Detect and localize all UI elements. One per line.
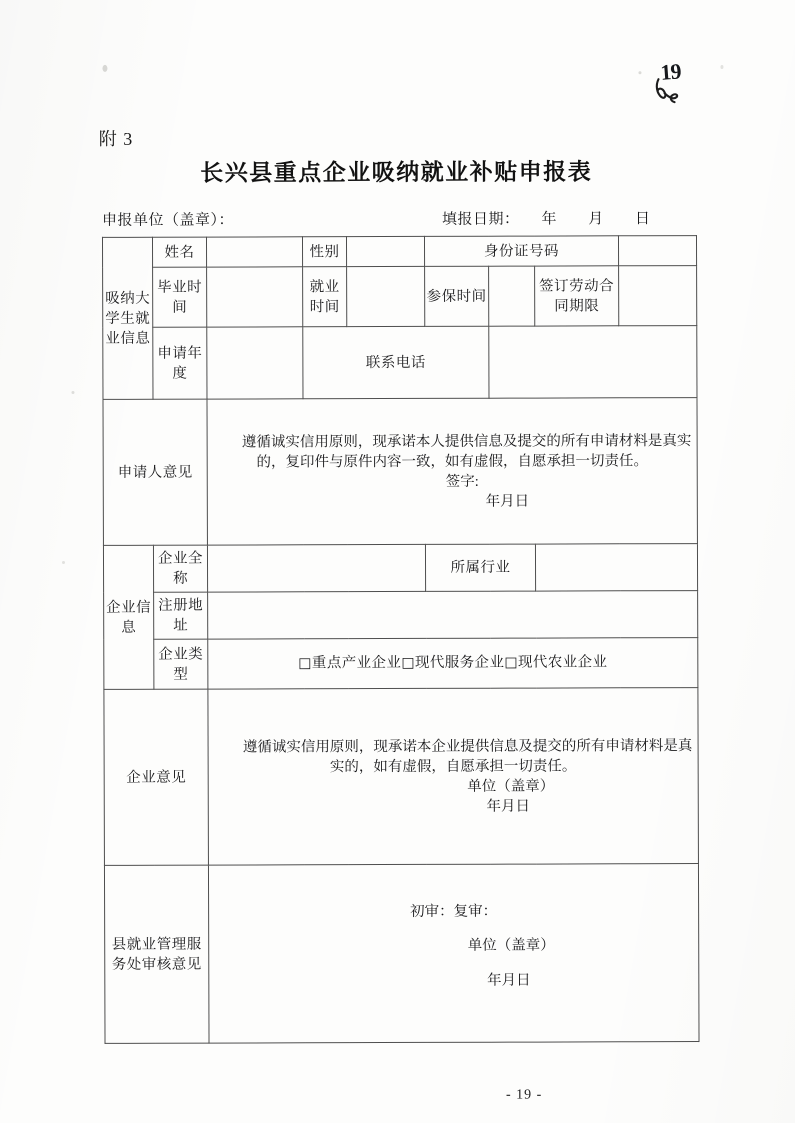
scan-speck [638,71,641,74]
county-review-content[interactable] [208,864,699,1044]
label-graduation-time: 毕业时间 [153,268,207,328]
county-review-date-label: 年月日 [487,972,531,989]
table-row-county-review [104,864,699,1044]
input-register-address[interactable] [208,591,698,640]
applicant-date-label: 年月日 [485,493,530,510]
section-header-enterprise-info: 企业信息 [103,545,153,689]
input-enterprise-full-name[interactable] [207,544,425,592]
table-row-enterprise-2 [104,591,698,640]
input-graduation-time[interactable] [207,267,303,327]
table-row-enterprise-1 [103,544,697,593]
table-row-enterprise-3 [104,638,698,690]
input-contact-phone[interactable] [489,326,697,399]
checkbox-icon[interactable]: □ [401,655,415,672]
enterprise-type-options [208,638,698,690]
label-insurance-time: 参保时间 [425,267,489,327]
table-row-applicant-opinion [103,398,697,546]
applicant-opinion-content[interactable] [207,398,697,546]
fill-date-ymd: 年 月 日 [541,211,664,228]
fill-date-label: 填报日期： [441,211,520,228]
declaring-unit-label: 申报单位（盖章）： [101,212,234,229]
label-id-number: 身份证号码 [424,236,618,267]
checkbox-option-2[interactable] [504,655,607,671]
section-header-applicant-opinion: 申请人意见 [103,399,207,545]
table-row-enterprise-opinion [104,688,699,866]
applicant-opinion-text: 遵循诚实信用原则，现承诺本人提供信息及提交的所有申请材料是真实的，复印件与原件内容一致，如有虚假，自愿承担一切责任。 [241,432,692,470]
label-apply-year: 申请年度 [153,327,207,399]
enterprise-opinion-content[interactable] [208,688,699,866]
input-contract-term[interactable] [619,266,697,326]
checkbox-label-0: 重点产业企业 [311,655,402,672]
application-form-table [102,235,700,1044]
input-id-number[interactable] [618,236,696,267]
enterprise-stamp-label: 单位（盖章） [467,778,555,795]
handwritten-page-number: 19 [659,58,682,85]
label-enterprise-type: 企业类型 [154,639,208,689]
checkbox-option-0[interactable] [298,655,401,671]
input-gender[interactable] [346,236,424,267]
label-contract-term: 签订劳动合同期限 [535,266,619,326]
scan-speck [62,561,65,564]
scan-speck [102,65,107,72]
label-employment-time: 就业时间 [303,267,347,327]
county-review-stamp-label: 单位（盖章） [467,937,555,954]
pen-scribble-icon [652,75,686,109]
scan-speck [720,65,723,69]
table-row-graduate-3 [103,326,697,400]
enterprise-opinion-text: 遵循诚实信用原则，现承诺本企业提供信息及提交的所有申请材料是真实的，如有虚假，自愿承担一切责任。 [242,737,693,775]
section-header-graduate-info: 吸纳大学生就业信息 [102,237,153,399]
checkbox-option-1[interactable] [401,655,504,671]
form-meta-row [102,207,698,231]
section-header-enterprise-opinion: 企业意见 [104,689,209,865]
fill-date-field [442,207,664,229]
input-insurance-time[interactable] [489,267,535,327]
applicant-signature-label: 签字: [445,473,479,490]
label-contact-phone: 联系电话 [303,326,489,399]
scan-speck [71,391,74,394]
input-employment-time[interactable] [347,267,425,327]
checkbox-icon[interactable]: □ [504,654,519,672]
enterprise-date-label: 年月日 [486,798,531,815]
section-header-county-review: 县就业管理服务处审核意见 [104,865,209,1043]
input-industry[interactable] [535,544,697,592]
county-review-labels: 初审：复审： [410,903,498,920]
table-row-graduate-2 [103,266,697,327]
footer-page-number: - 19 - [505,1087,543,1103]
table-row-graduate-1 [102,236,696,268]
input-apply-year[interactable] [207,327,303,399]
page-title: 长兴县重点企业吸纳就业补贴申报表 [200,159,593,187]
input-name[interactable] [206,237,302,268]
checkbox-label-1: 现代服务企业 [414,655,505,672]
checkbox-icon[interactable]: □ [298,655,312,672]
attachment-label: 附 3 [98,128,134,149]
checkbox-label-2: 现代农业企业 [517,654,608,671]
handwritten-page-mark [648,57,718,115]
label-enterprise-full-name: 企业全称 [153,545,207,592]
label-industry: 所属行业 [425,544,535,591]
label-register-address: 注册地址 [154,592,208,639]
label-name: 姓名 [152,237,206,268]
label-gender: 性别 [302,237,346,268]
